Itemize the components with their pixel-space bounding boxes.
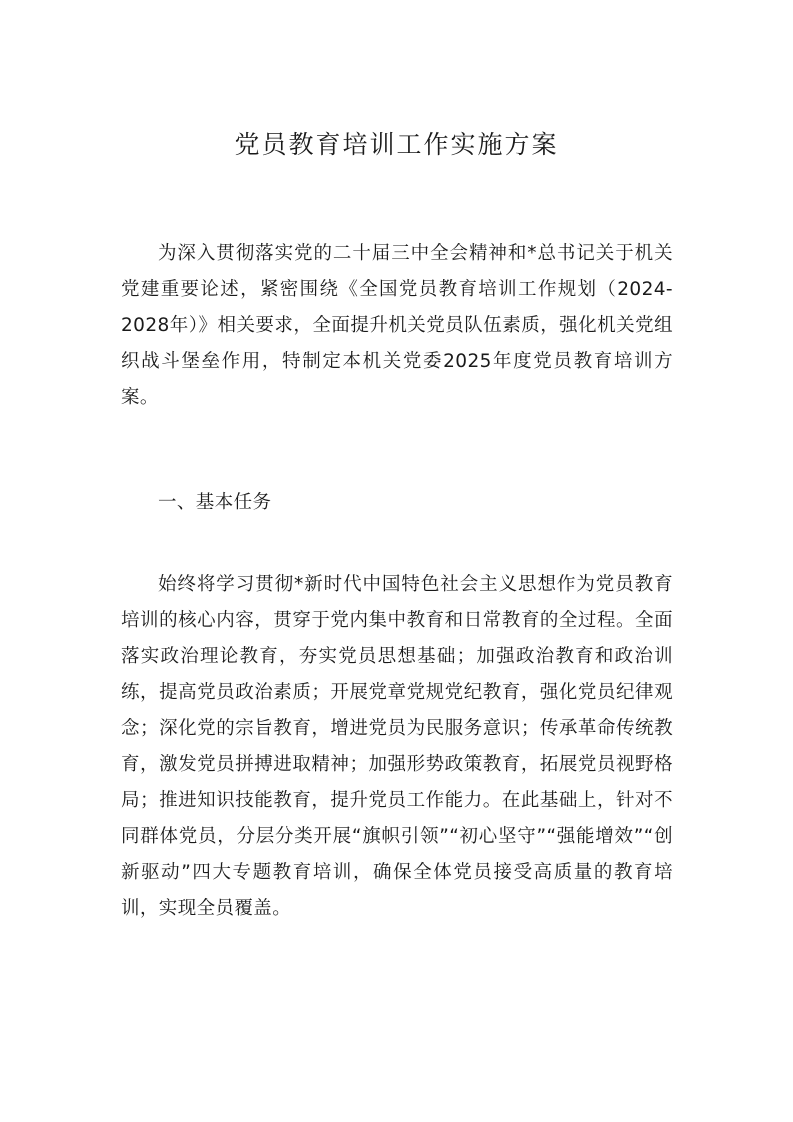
document-title: 党员教育培训工作实施方案	[234, 130, 559, 159]
task-paragraph: 始终将学习贯彻*新时代中国特色社会主义思想作为党员教育培训的核心内容，贯穿于党内集中教育和日常教育的全过程。全面落实政治理论教育，夯实党员思想基础；加强政治教育和政治训练，提高党员政治素质；开展党章党规党纪教育，强化党员纪律观念；深化党的宗旨教育，增进党员为民服务意识；传承革命传统教育，激发党员拼搏进取精神；加强形势政策教育，拓展党员视野格局；推进知识技能教育，提升党员工作能力。在此基础上，针对不同群体党员，分层分类开展“旗帜引领”“初心坚守”“强能增效”“创新驱动”四大专题教育培训，确保全体党员接受高质量的教育培训，实现全员覆盖。	[121, 574, 673, 919]
section-heading: 一、基本任务	[158, 492, 272, 513]
intro-paragraph: 为深入贯彻落实党的二十届三中全会精神和*总书记关于机关党建重要论述，紧密围绕《全国党员教育培训工作规划（2024-2028年）》相关要求，全面提升机关党员队伍素质，强化机关党组织战斗堡垒作用，特制定本机关党委2025年度党员教育培训方案。	[121, 243, 673, 408]
